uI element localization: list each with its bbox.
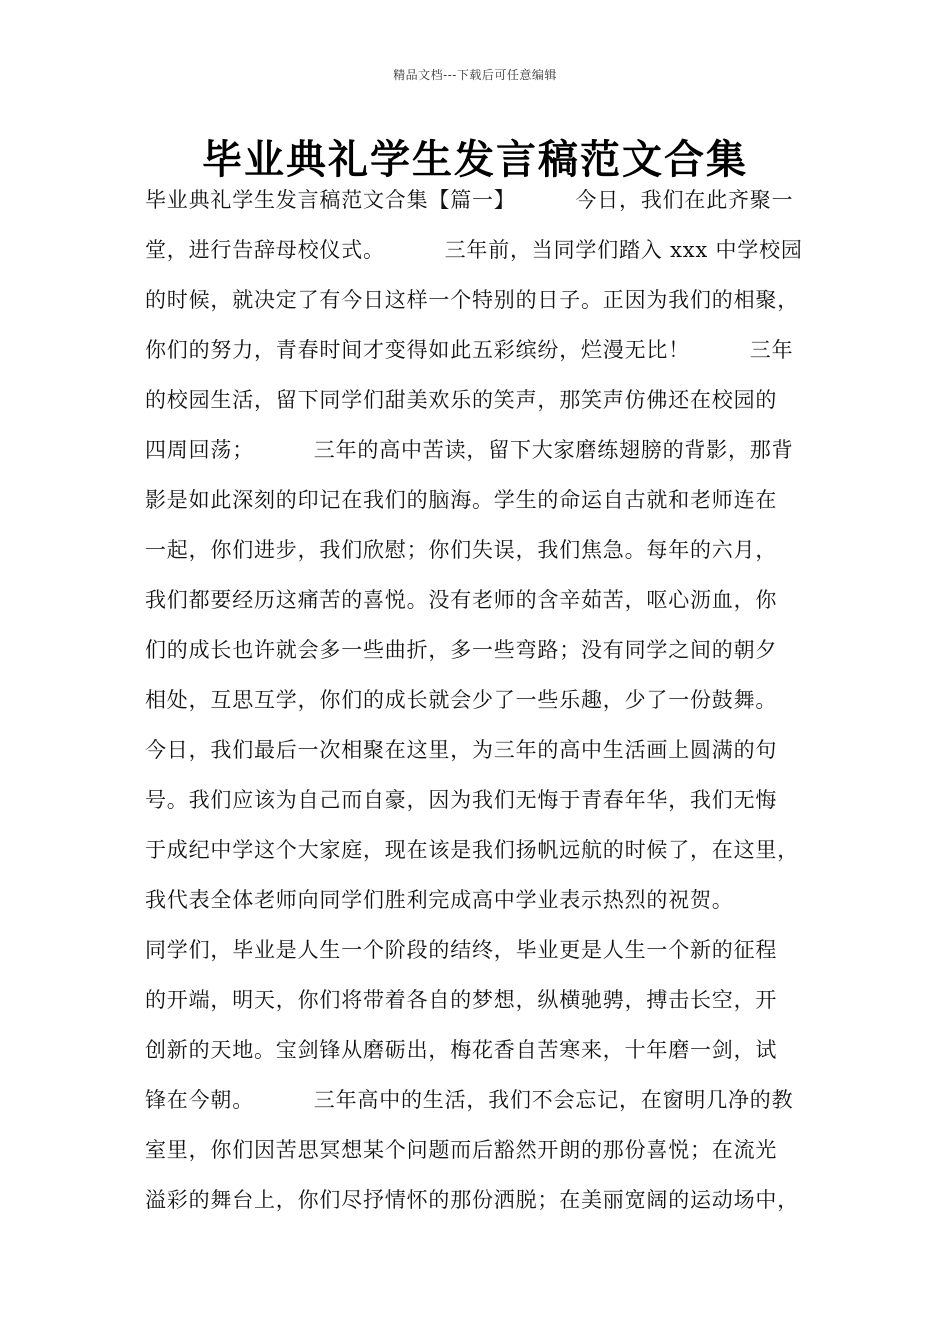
body-line: 锋在今朝。 三年高中的生活，我们不会忘记，在窗明几净的教 <box>145 1088 794 1112</box>
body-line: 的校园生活，留下同学们甜美欢乐的笑声，那笑声仿佛还在校园的 <box>145 388 778 412</box>
body-line: 们的成长也许就会多一些曲折，多一些弯路；没有同学之间的朝夕 <box>145 638 778 662</box>
body-line: 我们都要经历这痛苦的喜悦。没有老师的含辛茹苦，呕心沥血，你 <box>145 588 778 612</box>
body-line: 毕业典礼学生发言稿范文合集【篇一】 今日，我们在此齐聚一 <box>145 188 794 212</box>
body-line: 的时候，就决定了有今日这样一个特别的日子。正因为我们的相聚， <box>145 288 799 312</box>
body-line: 号。我们应该为自己而自豪，因为我们无悔于青春年华，我们无悔 <box>145 788 778 812</box>
body-line: 今日，我们最后一次相聚在这里，为三年的高中生活画上圆满的句 <box>145 738 778 762</box>
document-body <box>145 182 825 1232</box>
body-line: 你们的努力，青春时间才变得如此五彩缤纷，烂漫无比！ 三年 <box>145 338 794 362</box>
body-line: 堂，进行告辞母校仪式。 三年前，当同学们踏入 xxx 中学校园 <box>145 238 803 262</box>
body-line: 创新的天地。宝剑锋从磨砺出，梅花香自苦寒来，十年磨一剑，试 <box>145 1038 778 1062</box>
body-line: 一起，你们进步，我们欣慰；你们失误，我们焦急。每年的六月， <box>145 538 778 562</box>
header-note: 精品文档---下载后可任意编辑 <box>393 68 557 82</box>
body-line: 的开端，明天，你们将带着各自的梦想，纵横驰骋，搏击长空，开 <box>145 988 778 1012</box>
body-line: 相处，互思互学，你们的成长就会少了一些乐趣，少了一份鼓舞。 <box>145 688 778 712</box>
body-line: 于成纪中学这个大家庭，现在该是我们扬帆远航的时候了，在这里， <box>145 838 799 862</box>
body-line: 室里，你们因苦思冥想某个问题而后豁然开朗的那份喜悦；在流光 <box>145 1138 778 1162</box>
body-line: 同学们，毕业是人生一个阶段的结终，毕业更是人生一个新的征程 <box>145 938 778 962</box>
body-line: 影是如此深刻的印记在我们的脑海。学生的命运自古就和老师连在 <box>145 488 778 512</box>
body-line: 四周回荡； 三年的高中苦读，留下大家磨练翅膀的背影，那背 <box>145 438 794 462</box>
document-title: 毕业典礼学生发言稿范文合集 <box>202 136 748 183</box>
body-line: 我代表全体老师向同学们胜利完成高中学业表示热烈的祝贺。 <box>145 888 734 912</box>
body-line: 溢彩的舞台上，你们尽抒情怀的那份洒脱；在美丽宽阔的运动场中， <box>145 1188 799 1212</box>
